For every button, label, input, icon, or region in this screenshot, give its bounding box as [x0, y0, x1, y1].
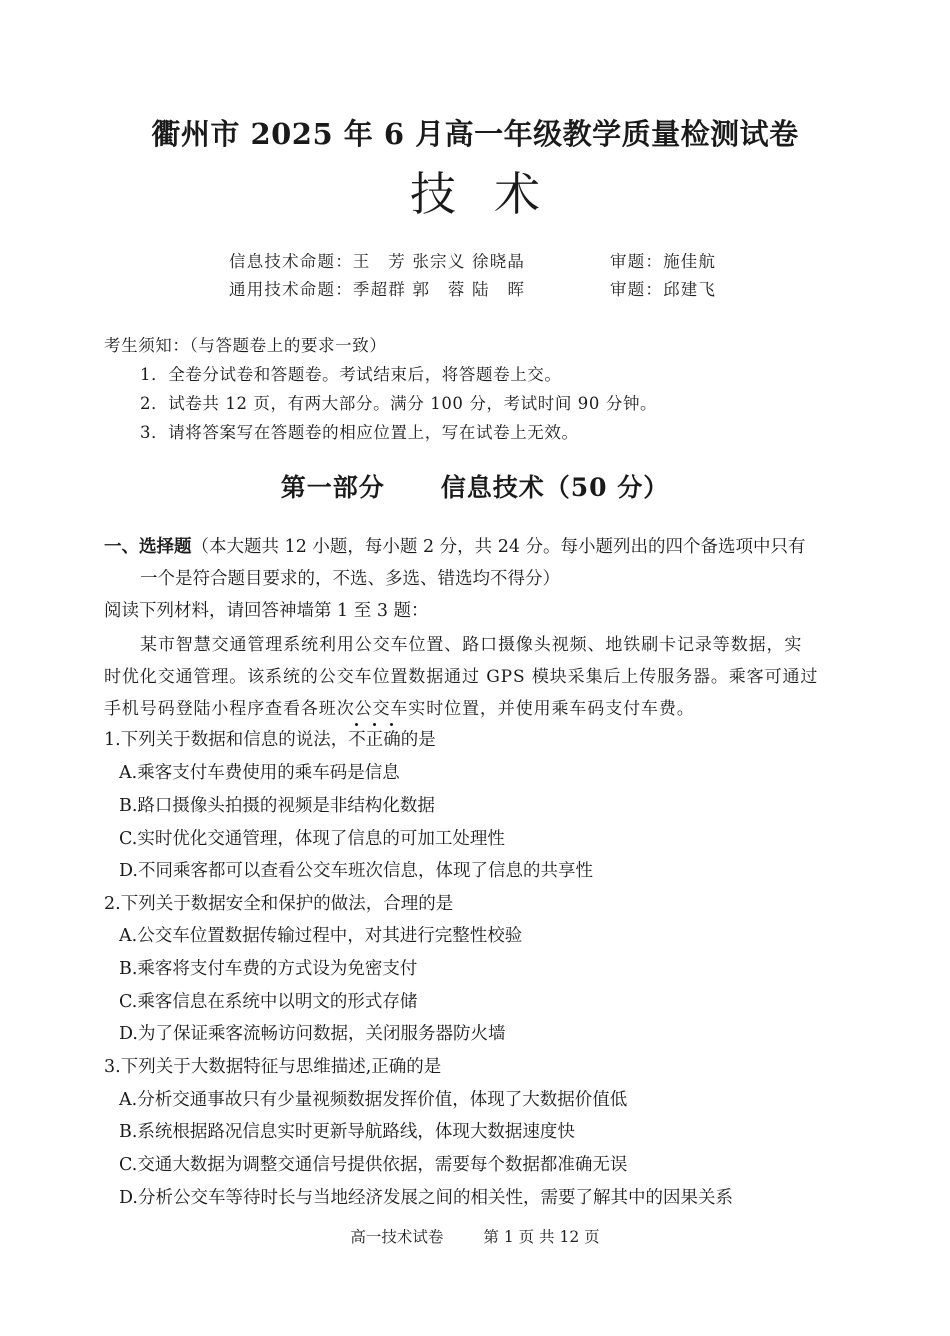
page-number: 第 1 页 共 12 页: [483, 1228, 600, 1246]
emphasis-char: [348, 726, 366, 751]
section-heading: [104, 533, 806, 558]
stem-text: 的是: [400, 730, 436, 750]
part-label: 第一部分: [280, 473, 385, 502]
option-d: D.不同乘客都可以查看公交车班次信息，体现了信息的共享性: [119, 861, 593, 881]
emphasis-dot: [373, 723, 376, 726]
part-name: 信息技术（50 分）: [440, 473, 670, 502]
option-c: C.乘客信息在系统中以明文的形式存储: [119, 992, 418, 1012]
section-label: 一、选择题: [104, 537, 192, 557]
option-a: A.分析交通事故只有少量视频数据发挥价值，体现了大数据价值低: [119, 1090, 628, 1110]
option-c: C.交通大数据为调整交通信号提供依据，需要每个数据都准确无误: [119, 1155, 628, 1175]
emphasis-char: [366, 726, 384, 751]
stem-text: 1.下列关于数据和信息的说法，: [104, 730, 349, 750]
author-line-2: 通用技术命题：季超群 郭 蓉 陆 晖: [229, 280, 526, 299]
notice-item: 2．试卷共 12 页，有两大部分。满分 100 分，考试时间 90 分钟。: [140, 394, 658, 413]
option-b: B.系统根据路况信息实时更新导航路线，体现大数据速度快: [119, 1122, 575, 1142]
option-d: D.为了保证乘客流畅访问数据，关闭服务器防火墙: [119, 1024, 506, 1044]
exam-title: 衢州市 2025 年 6 月高一年级教学质量检测试卷: [151, 117, 799, 151]
author-line-1: 信息技术命题：王 芳 张宗义 徐晓晶: [229, 252, 526, 271]
page-footer: [0, 1225, 950, 1247]
question-stem: 2.下列关于数据安全和保护的做法，合理的是: [104, 894, 454, 914]
emphasis-text: 正: [365, 730, 384, 750]
emphasis-dot: [355, 723, 358, 726]
footer-title: 高一技术试卷: [350, 1228, 444, 1246]
notice-item: 3．请将答案写在答题卷的相应位置上，写在试卷上无效。: [140, 423, 579, 442]
reviewer-line-1: 审题：施佳航: [610, 252, 717, 271]
option-d: D.分析公交车等待时长与当地经济发展之间的相关性，需要了解其中的因果关系: [119, 1188, 733, 1208]
part-heading: [0, 468, 950, 504]
material-intro: 阅读下列材料，请回答神墙第 1 至 3 题：: [104, 601, 429, 621]
notice-item: 1．全卷分试卷和答题卷。考试结束后，将答题卷上交。: [140, 365, 562, 384]
emphasis-char: [383, 726, 401, 751]
question-stem: 3.下列关于大数据特征与思维描述,正确的是: [104, 1057, 442, 1077]
emphasis-dot: [390, 723, 393, 726]
material-line: 时优化交通管理。该系统的公交车位置数据通过 GPS 模块采集后上传服务器。乘客可通过: [104, 667, 819, 687]
option-a: A.乘客支付车费使用的乘车码是信息: [119, 763, 400, 783]
notice-heading: 考生须知：（与答题卷上的要求一致）: [104, 336, 387, 355]
section-desc-cont: 一个是符合题目要求的，不选、多选、错选均不得分）: [140, 569, 560, 589]
emphasis-text: 不: [348, 730, 366, 750]
section-desc: （本大题共 12 小题，每小题 2 分，共 24 分。每小题列出的四个备选项中只有: [191, 537, 806, 557]
question-stem: [104, 726, 436, 751]
option-b: B.路口摄像头拍摄的视频是非结构化数据: [119, 796, 435, 816]
material-line: 某市智慧交通管理系统利用公交车位置、路口摄像头视频、地铁刷卡记录等数据，实: [140, 635, 803, 655]
option-a: A.公交车位置数据传输过程中，对其进行完整性校验: [119, 926, 523, 946]
subject-title: 技术: [410, 167, 578, 221]
reviewer-line-2: 审题：邱建飞: [610, 280, 717, 299]
option-c: C.实时优化交通管理，体现了信息的可加工处理性: [119, 829, 505, 849]
material-line: 手机号码登陆小程序查看各班次公交车实时位置，并使用乘车码支付车费。: [104, 699, 695, 719]
option-b: B.乘客将支付车费的方式设为免密支付: [119, 959, 418, 979]
emphasis-text: 确: [383, 730, 401, 750]
